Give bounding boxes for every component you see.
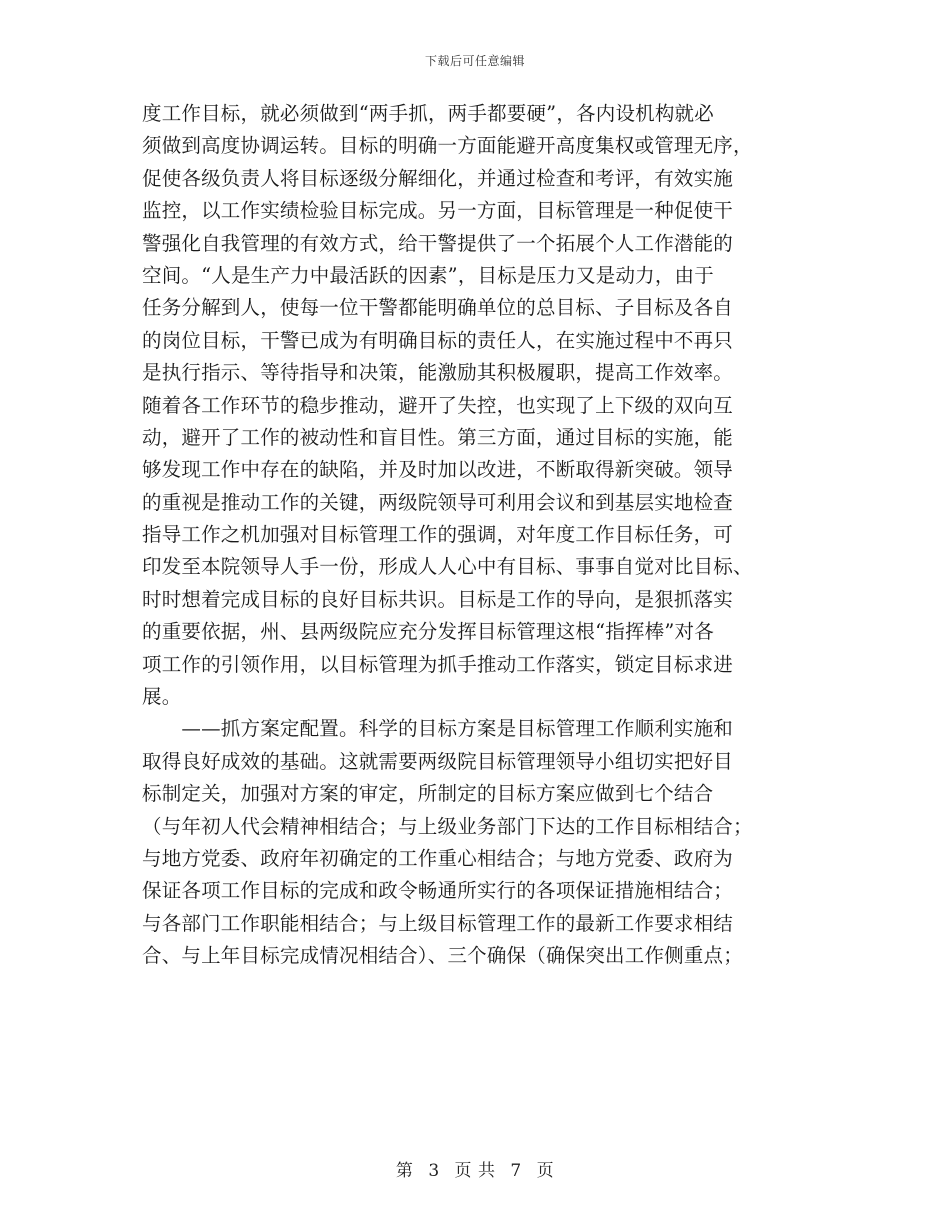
text-line: 警强化自我管理的有效方式，给干警提供了一个拓展个人工作潜能的 xyxy=(142,231,734,255)
text-line: 随着各工作环节的稳步推动，避开了失控，也实现了上下级的双向互 xyxy=(142,393,734,417)
text-line: 项工作的引领作用，以目标管理为抓手推动工作落实，锁定目标求进 xyxy=(142,652,734,676)
text-line: （与年初人代会精神相结合；与上级业务部门下达的工作目标相结合； xyxy=(142,814,753,838)
text-line: 与各部门工作职能相结合；与上级目标管理工作的最新工作要求相结 xyxy=(142,911,734,935)
text-line: 的岗位目标，干警已成为有明确目标的责任人，在实施过程中不再只 xyxy=(142,328,734,352)
text-line: 动，避开了工作的被动性和盲目性。第三方面，通过目标的实施，能 xyxy=(142,425,734,449)
text-line: 保证各项工作目标的完成和政令畅通所实行的各项保证措施相结合； xyxy=(142,879,734,903)
text-line: 是执行指示、等待指导和决策，能激励其积极履职，提高工作效率。 xyxy=(142,361,734,385)
page-footer xyxy=(0,1156,950,1181)
header-note: 下载后可任意编辑 xyxy=(424,54,525,68)
text-line: 标制定关，加强对方案的审定，所制定的目标方案应做到七个结合 xyxy=(142,782,714,806)
text-line: 空间。“人是生产力中最活跃的因素”，目标是压力又是动力，由于 xyxy=(142,263,714,287)
text-line: 监控，以工作实绩检验目标完成。另一方面，目标管理是一种促使干 xyxy=(142,199,734,223)
text-line: 取得良好成效的基础。这就需要两级院目标管理领导小组切实把好目 xyxy=(142,749,734,773)
current-page-number: 3 xyxy=(428,1161,440,1181)
text-line: 度工作目标，就必须做到“两手抓，两手都要硬”，各内设机构就必 xyxy=(142,102,714,125)
text-line: ——抓方案定配置。科学的目标方案是目标管理工作顺利实施和 xyxy=(142,717,734,741)
text-line: 与地方党委、政府年初确定的工作重心相结合；与地方党委、政府为 xyxy=(142,846,734,870)
footer-prefix: 第 xyxy=(395,1161,414,1181)
text-line: 的重要依据，州、县两级院应充分发挥目标管理这根“指挥棒”对各 xyxy=(142,620,714,644)
total-pages-number: 7 xyxy=(510,1161,522,1181)
text-line: 展。 xyxy=(142,685,182,709)
text-line: 的重视是推动工作的关键，两级院领导可利用会议和到基层实地检查 xyxy=(142,490,734,514)
text-line: 合、与上年目标完成情况相结合）、三个确保（确保突出工作侧重点； xyxy=(142,944,743,968)
footer-suffix: 页 xyxy=(536,1161,555,1181)
text-line: 印发至本院领导人手一份，形成人人心中有目标、事事自觉对比目标、 xyxy=(142,555,753,579)
text-line: 指导工作之机加强对目标管理工作的强调，对年度工作目标任务，可 xyxy=(142,523,734,547)
text-line: 须做到高度协调运转。目标的明确一方面能避开高度集权或管理无序， xyxy=(142,134,753,158)
text-line: 促使各级负责人将目标逐级分解细化，并通过检查和考评，有效实施 xyxy=(142,166,734,190)
text-line: 时时想着完成目标的良好目标共识。目标是工作的导向，是狠抓落实 xyxy=(142,587,734,611)
body-text xyxy=(142,98,818,973)
text-line: 任务分解到人，使每一位干警都能明确单位的总目标、子目标及各自 xyxy=(142,296,734,320)
text-line: 够发现工作中存在的缺陷，并及时加以改进，不断取得新突破。领导 xyxy=(142,458,734,482)
footer-middle: 页 共 xyxy=(454,1161,496,1181)
